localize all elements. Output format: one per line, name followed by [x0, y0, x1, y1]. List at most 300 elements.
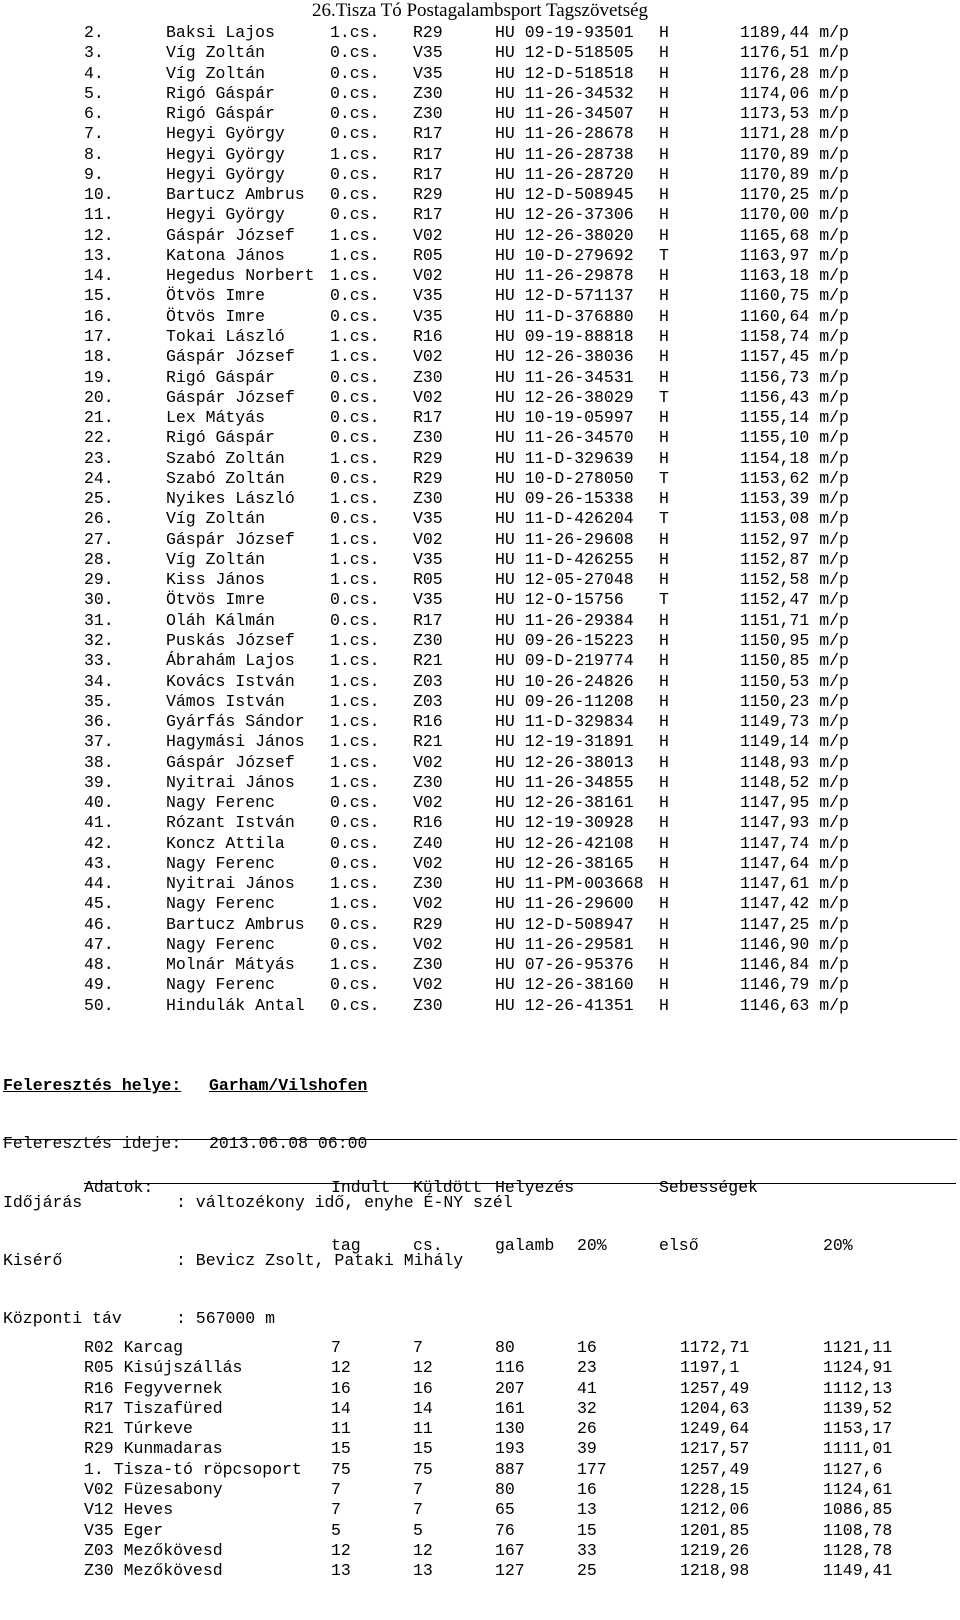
stats-sent: 7: [413, 1338, 423, 1357]
result-club: V35: [413, 549, 443, 569]
result-sex: T: [659, 468, 669, 488]
result-club: Z30: [413, 83, 443, 103]
release-place-label: Feleresztés helye:: [3, 1076, 182, 1095]
result-sex: H: [659, 164, 669, 184]
result-rank: 21.: [84, 408, 114, 428]
result-sex: H: [659, 853, 669, 873]
result-sex: H: [659, 104, 669, 124]
result-ring: HU 11-26-34855: [495, 772, 634, 792]
release-place-line: [3, 1076, 960, 1096]
result-name: Vámos István: [166, 691, 285, 711]
result-ring: HU 12-D-508947: [495, 914, 634, 934]
result-name: Bartucz Ambrus: [166, 914, 305, 934]
result-sex: H: [659, 43, 669, 63]
stats-last20: 1108,78: [823, 1520, 893, 1540]
result-name: Ötvös Imre: [166, 306, 266, 326]
result-ring: HU 12-26-42108: [495, 833, 634, 853]
stats-first: 1257,49: [680, 1459, 750, 1479]
result-ring: HU 11-26-34532: [495, 83, 634, 103]
result-name: Lex Mátyás: [166, 408, 266, 428]
stats-col-p20: 20%: [577, 1236, 607, 1255]
result-sex: H: [659, 63, 669, 83]
result-speed: 1151,71 m/p: [740, 610, 849, 630]
result-cs: 1.cs.: [330, 630, 380, 650]
result-sex: H: [659, 712, 669, 732]
result-cs: 0.cs.: [330, 934, 380, 954]
result-sex: H: [659, 833, 669, 853]
result-rank: 4.: [84, 63, 104, 83]
result-cs: 1.cs.: [330, 448, 380, 468]
result-ring: HU 11-D-329639: [495, 448, 634, 468]
result-speed: 1147,74 m/p: [740, 833, 849, 853]
result-name: Gáspár József: [166, 529, 295, 549]
stats-row: [0, 1480, 960, 1500]
result-row: [0, 854, 960, 874]
stats-first: 1219,26: [680, 1540, 750, 1560]
result-cs: 1.cs.: [330, 955, 380, 975]
stats-first: 1217,57: [680, 1439, 750, 1459]
result-rank: 48.: [84, 955, 114, 975]
result-name: Rigó Gáspár: [166, 104, 275, 124]
result-ring: HU 11-26-28678: [495, 124, 634, 144]
result-club: V02: [413, 793, 443, 813]
result-name: Hegyi György: [166, 205, 285, 225]
result-ring: HU 10-26-24826: [495, 671, 634, 691]
stats-rows: [0, 1338, 960, 1582]
result-cs: 0.cs.: [330, 124, 380, 144]
result-ring: HU 12-26-38160: [495, 975, 634, 995]
result-cs: 1.cs.: [330, 225, 380, 245]
result-ring: HU 12-19-30928: [495, 813, 634, 833]
result-name: Baksi Lajos: [166, 23, 275, 42]
result-cs: 0.cs.: [330, 468, 380, 488]
weather-label: Időjárás: [3, 1192, 83, 1212]
result-cs: 0.cs.: [330, 975, 380, 995]
result-ring: HU 09-26-15338: [495, 489, 634, 509]
result-rank: 34.: [84, 671, 114, 691]
result-rank: 17.: [84, 326, 114, 346]
result-name: Gáspár József: [166, 387, 295, 407]
result-row: [0, 773, 960, 793]
result-rank: 45.: [84, 894, 114, 914]
result-speed: 1170,25 m/p: [740, 185, 849, 205]
result-sex: T: [659, 590, 669, 610]
stats-row: [0, 1439, 960, 1459]
result-speed: 1156,73 m/p: [740, 367, 849, 387]
distance-value: : 567000 m: [176, 1309, 276, 1329]
result-cs: 0.cs.: [330, 509, 380, 529]
stats-start: 11: [331, 1419, 351, 1439]
result-rank: 10.: [84, 185, 114, 205]
stats-col-first: első: [659, 1236, 699, 1255]
result-sex: H: [659, 326, 669, 346]
result-ring: HU 12-26-38020: [495, 225, 634, 245]
stats-p20: 16: [577, 1480, 597, 1500]
result-name: Ötvös Imre: [166, 590, 266, 610]
stats-club: R05 Kisújszállás: [84, 1358, 243, 1378]
result-ring: HU 12-D-571137: [495, 286, 634, 306]
result-cs: 1.cs.: [330, 245, 380, 265]
stats-placed: 80: [495, 1480, 515, 1500]
result-rank: 25.: [84, 489, 114, 509]
result-ring: HU 11-26-28720: [495, 164, 634, 184]
stats-p20: 13: [577, 1500, 597, 1520]
result-cs: 0.cs.: [330, 164, 380, 184]
stats-first: 1172,71: [680, 1338, 750, 1357]
result-row: [0, 692, 960, 712]
result-speed: 1176,28 m/p: [740, 63, 849, 83]
result-club: R16: [413, 712, 443, 732]
result-club: V02: [413, 894, 443, 914]
result-cs: 1.cs.: [330, 874, 380, 894]
result-sex: H: [659, 975, 669, 995]
result-sex: H: [659, 732, 669, 752]
stats-p20: 32: [577, 1398, 597, 1418]
result-ring: HU 12-26-38029: [495, 387, 634, 407]
stats-last20: 1127,6: [823, 1459, 883, 1479]
result-cs: 1.cs.: [330, 326, 380, 346]
stats-sent: 7: [413, 1500, 423, 1520]
result-row: [0, 43, 960, 63]
stats-p20: 23: [577, 1358, 597, 1378]
stats-col-start: Indult: [331, 1178, 391, 1197]
result-sex: H: [659, 83, 669, 103]
result-sex: H: [659, 549, 669, 569]
result-sex: H: [659, 23, 669, 42]
result-ring: HU 12-D-518505: [495, 43, 634, 63]
stats-col-data: Adatok:: [84, 1178, 154, 1197]
result-ring: HU 09-26-15223: [495, 630, 634, 650]
stats-first: 1257,49: [680, 1378, 750, 1398]
result-club: V35: [413, 306, 443, 326]
stats-start: 15: [331, 1439, 351, 1459]
result-rank: 40.: [84, 793, 114, 813]
result-rank: 7.: [84, 124, 104, 144]
result-rank: 41.: [84, 813, 114, 833]
stats-first: 1201,85: [680, 1520, 750, 1540]
result-cs: 0.cs.: [330, 590, 380, 610]
result-name: Szabó Zoltán: [166, 448, 285, 468]
stats-sent: 16: [413, 1378, 433, 1398]
result-rank: 44.: [84, 874, 114, 894]
result-club: V02: [413, 266, 443, 286]
stats-club: Z03 Mezőkövesd: [84, 1540, 223, 1560]
release-place-value: Garham/Vilshofen: [209, 1076, 368, 1095]
result-speed: 1154,18 m/p: [740, 448, 849, 468]
result-ring: HU 11-26-29878: [495, 266, 634, 286]
result-name: Gáspár József: [166, 752, 295, 772]
result-row: [0, 449, 960, 469]
stats-start: 12: [331, 1540, 351, 1560]
result-club: V02: [413, 934, 443, 954]
result-cs: 0.cs.: [330, 428, 380, 448]
result-row: [0, 631, 960, 651]
stats-col-speeds: Sebességek: [659, 1178, 759, 1197]
result-row: [0, 368, 960, 388]
result-sex: H: [659, 529, 669, 549]
stats-col-sent-sub: cs.: [413, 1236, 443, 1255]
stats-last20: 1139,52: [823, 1398, 893, 1418]
result-name: Kiss János: [166, 570, 266, 590]
result-row: [0, 894, 960, 914]
result-name: Gáspár József: [166, 347, 295, 367]
result-row: [0, 23, 960, 43]
result-sex: H: [659, 630, 669, 650]
result-sex: H: [659, 408, 669, 428]
stats-last20: 1121,11: [823, 1338, 893, 1357]
result-rank: 18.: [84, 347, 114, 367]
result-speed: 1156,43 m/p: [740, 387, 849, 407]
result-club: V02: [413, 387, 443, 407]
result-club: R17: [413, 124, 443, 144]
stats-last20: 1128,78: [823, 1540, 893, 1560]
result-speed: 1158,74 m/p: [740, 326, 849, 346]
stats-club: R16 Fegyvernek: [84, 1378, 223, 1398]
result-ring: HU 10-19-05997: [495, 408, 634, 428]
result-speed: 1155,14 m/p: [740, 408, 849, 428]
result-name: Rigó Gáspár: [166, 428, 275, 448]
result-cs: 0.cs.: [330, 610, 380, 630]
distance-label: Központi táv: [3, 1309, 122, 1329]
stats-row: [0, 1521, 960, 1541]
result-cs: 1.cs.: [330, 266, 380, 286]
result-sex: H: [659, 367, 669, 387]
result-speed: 1146,79 m/p: [740, 975, 849, 995]
result-speed: 1189,44 m/p: [740, 23, 849, 42]
result-name: Oláh Kálmán: [166, 610, 275, 630]
result-club: V35: [413, 509, 443, 529]
result-name: Nagy Ferenc: [166, 853, 275, 873]
result-sex: H: [659, 691, 669, 711]
result-sex: H: [659, 651, 669, 671]
result-cs: 0.cs.: [330, 833, 380, 853]
result-cs: 1.cs.: [330, 23, 380, 42]
stats-first: 1204,63: [680, 1398, 750, 1418]
escort-label: Kisérő: [3, 1250, 63, 1270]
stats-placed: 65: [495, 1500, 515, 1520]
result-sex: H: [659, 894, 669, 914]
result-club: Z03: [413, 691, 443, 711]
result-name: Hegyi György: [166, 144, 285, 164]
stats-sent: 12: [413, 1540, 433, 1560]
result-speed: 1152,47 m/p: [740, 590, 849, 610]
result-row: [0, 732, 960, 752]
result-rank: 46.: [84, 914, 114, 934]
result-row: [0, 104, 960, 124]
result-sex: H: [659, 671, 669, 691]
stats-start: 75: [331, 1459, 351, 1479]
result-name: Koncz Attila: [166, 833, 285, 853]
result-row: [0, 712, 960, 732]
result-club: Z30: [413, 955, 443, 975]
result-ring: HU 11-D-376880: [495, 306, 634, 326]
stats-start: 7: [331, 1500, 341, 1520]
result-row: [0, 408, 960, 428]
result-name: Ötvös Imre: [166, 286, 266, 306]
result-cs: 1.cs.: [330, 894, 380, 914]
stats-row: [0, 1500, 960, 1520]
result-ring: HU 09-D-219774: [495, 651, 634, 671]
result-rank: 42.: [84, 833, 114, 853]
result-ring: HU 09-26-11208: [495, 691, 634, 711]
stats-placed: 127: [495, 1561, 525, 1581]
stats-p20: 33: [577, 1540, 597, 1560]
result-ring: HU 11-26-29581: [495, 934, 634, 954]
stats-header-rule: [84, 1183, 956, 1184]
result-club: R16: [413, 326, 443, 346]
result-club: V02: [413, 225, 443, 245]
result-speed: 1150,95 m/p: [740, 630, 849, 650]
result-rank: 2.: [84, 23, 104, 42]
result-rank: 3.: [84, 43, 104, 63]
weather-value: : változékony idő, enyhe É-NY szél: [176, 1192, 513, 1212]
stats-placed: 80: [495, 1338, 515, 1357]
result-club: Z40: [413, 833, 443, 853]
result-ring: HU 07-26-95376: [495, 955, 634, 975]
result-name: Víg Zoltán: [166, 63, 266, 83]
result-row: [0, 550, 960, 570]
result-rank: 50.: [84, 995, 114, 1015]
result-row: [0, 347, 960, 367]
stats-club: R02 Karcag: [84, 1338, 184, 1357]
result-name: Gyárfás Sándor: [166, 712, 305, 732]
result-sex: H: [659, 934, 669, 954]
result-sex: H: [659, 955, 669, 975]
result-sex: T: [659, 387, 669, 407]
result-ring: HU 12-26-38013: [495, 752, 634, 772]
stats-last20: 1124,91: [823, 1358, 893, 1378]
result-name: Szabó Zoltán: [166, 468, 285, 488]
stats-sent: 75: [413, 1459, 433, 1479]
result-rank: 13.: [84, 245, 114, 265]
result-speed: 1160,75 m/p: [740, 286, 849, 306]
result-club: V02: [413, 347, 443, 367]
stats-club: V35 Eger: [84, 1520, 164, 1540]
stats-p20: 16: [577, 1338, 597, 1357]
result-club: R29: [413, 914, 443, 934]
stats-last20: 1112,13: [823, 1378, 893, 1398]
result-rank: 11.: [84, 205, 114, 225]
result-name: Víg Zoltán: [166, 549, 266, 569]
release-time-label: Feleresztés ideje:: [3, 1134, 182, 1154]
result-rank: 15.: [84, 286, 114, 306]
result-sex: H: [659, 570, 669, 590]
stats-row: [0, 1460, 960, 1480]
result-cs: 1.cs.: [330, 691, 380, 711]
stats-sent: 12: [413, 1358, 433, 1378]
result-speed: 1157,45 m/p: [740, 347, 849, 367]
result-row: [0, 672, 960, 692]
result-club: R17: [413, 144, 443, 164]
result-rank: 27.: [84, 529, 114, 549]
result-speed: 1155,10 m/p: [740, 428, 849, 448]
result-club: R21: [413, 651, 443, 671]
stats-first: 1212,06: [680, 1500, 750, 1520]
result-name: Tokai László: [166, 326, 285, 346]
result-ring: HU 12-D-518518: [495, 63, 634, 83]
result-rank: 16.: [84, 306, 114, 326]
result-row: [0, 185, 960, 205]
result-club: R05: [413, 570, 443, 590]
stats-row: [0, 1338, 960, 1358]
result-ring: HU 11-26-29608: [495, 529, 634, 549]
result-speed: 1148,52 m/p: [740, 772, 849, 792]
stats-sent: 14: [413, 1398, 433, 1418]
result-sex: H: [659, 205, 669, 225]
result-cs: 1.cs.: [330, 549, 380, 569]
result-row: [0, 975, 960, 995]
result-speed: 1171,28 m/p: [740, 124, 849, 144]
result-club: V02: [413, 853, 443, 873]
stats-sent: 15: [413, 1439, 433, 1459]
result-rank: 22.: [84, 428, 114, 448]
page-title: 26.Tisza Tó Postagalambsport Tagszövetség: [311, 0, 649, 21]
result-row: [0, 753, 960, 773]
result-cs: 0.cs.: [330, 104, 380, 124]
result-name: Víg Zoltán: [166, 509, 266, 529]
result-club: Z30: [413, 428, 443, 448]
result-ring: HU 12-05-27048: [495, 570, 634, 590]
result-ring: HU 10-D-279692: [495, 245, 634, 265]
result-ring: HU 11-D-426255: [495, 549, 634, 569]
result-row: [0, 590, 960, 610]
result-rank: 47.: [84, 934, 114, 954]
result-speed: 1146,90 m/p: [740, 934, 849, 954]
result-speed: 1147,25 m/p: [740, 914, 849, 934]
stats-p20: 25: [577, 1561, 597, 1581]
result-speed: 1173,53 m/p: [740, 104, 849, 124]
result-club: Z30: [413, 874, 443, 894]
result-row: [0, 145, 960, 165]
result-name: Nyitrai János: [166, 874, 295, 894]
result-rank: 8.: [84, 144, 104, 164]
result-name: Hegyi György: [166, 124, 285, 144]
stats-placed: 193: [495, 1439, 525, 1459]
result-rank: 33.: [84, 651, 114, 671]
result-name: Gáspár József: [166, 225, 295, 245]
result-rank: 43.: [84, 853, 114, 873]
result-rank: 38.: [84, 752, 114, 772]
escort-value: : Bevicz Zsolt, Pataki Mihály: [176, 1250, 464, 1270]
result-speed: 1160,64 m/p: [740, 306, 849, 326]
stats-p20: 15: [577, 1520, 597, 1540]
result-sex: H: [659, 752, 669, 772]
result-rank: 5.: [84, 83, 104, 103]
result-rank: 32.: [84, 630, 114, 650]
result-sex: H: [659, 286, 669, 306]
result-speed: 1153,39 m/p: [740, 489, 849, 509]
result-sex: T: [659, 245, 669, 265]
result-sex: H: [659, 793, 669, 813]
result-club: V35: [413, 286, 443, 306]
result-club: R17: [413, 610, 443, 630]
result-speed: 1150,85 m/p: [740, 651, 849, 671]
stats-start: 7: [331, 1480, 341, 1500]
stats-p20: 41: [577, 1378, 597, 1398]
stats-start: 7: [331, 1338, 341, 1357]
stats-placed: 130: [495, 1419, 525, 1439]
stats-header-row-1: [0, 1178, 960, 1198]
stats-start: 12: [331, 1358, 351, 1378]
result-cs: 0.cs.: [330, 286, 380, 306]
result-club: V35: [413, 590, 443, 610]
result-row: [0, 611, 960, 631]
result-name: Nyikes László: [166, 489, 295, 509]
result-club: R17: [413, 205, 443, 225]
result-cs: 1.cs.: [330, 732, 380, 752]
result-row: [0, 226, 960, 246]
stats-placed: 887: [495, 1459, 525, 1479]
